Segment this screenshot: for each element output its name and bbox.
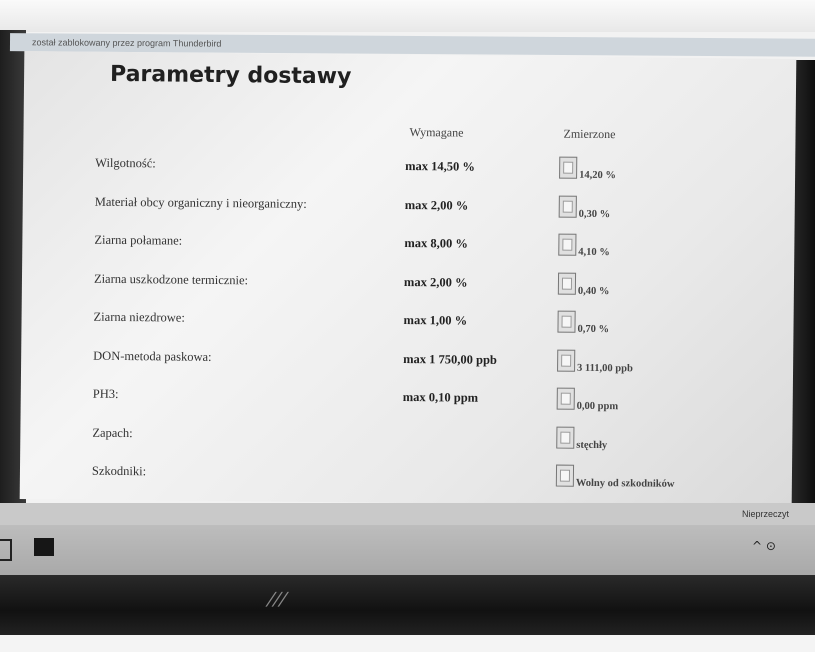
table-row <box>20 457 792 499</box>
status-unread-text[interactable]: Nieprzeczyt <box>742 509 790 519</box>
table-row <box>23 187 795 229</box>
column-header-measured: Zmierzone <box>563 126 616 142</box>
table-row <box>20 418 792 460</box>
page-title: Parametry dostawy <box>109 61 352 90</box>
measured-value: 0,40 % <box>577 285 610 297</box>
file-icon[interactable] <box>559 157 577 179</box>
parameter-label: Ziarna niezdrowe: <box>93 309 185 325</box>
table-row <box>21 303 793 345</box>
table-row <box>22 264 794 306</box>
measured-value: 0,00 ppm <box>576 400 619 413</box>
parameter-label: Ziarna połamane: <box>94 232 183 248</box>
table-row <box>21 380 793 422</box>
photo-border-bottom <box>0 635 815 652</box>
file-icon[interactable] <box>556 426 574 448</box>
parameter-label: Materiał obcy organiczny i nieorganiczny: <box>94 194 307 211</box>
measured-cell <box>557 347 633 372</box>
taskbar <box>0 525 815 575</box>
file-icon[interactable] <box>557 388 575 410</box>
system-tray[interactable]: ^ ⊙ <box>752 539 776 553</box>
measured-cell <box>559 193 611 218</box>
measured-cell <box>557 309 609 334</box>
required-value: max 14,50 % <box>405 158 476 174</box>
measured-value: 3 111,00 ppb <box>577 362 633 374</box>
required-value: max 1,00 % <box>403 312 468 328</box>
required-value: max 1 750,00 ppb <box>403 351 498 367</box>
parameter-label: Szkodniki: <box>91 463 147 479</box>
measured-cell <box>556 463 675 488</box>
measured-cell <box>556 424 607 449</box>
column-header-required: Wymagane <box>409 125 464 140</box>
measured-cell <box>558 232 610 257</box>
measured-value: Wolny od szkodników <box>575 477 675 490</box>
monitor-logo-icon: /// <box>264 589 291 610</box>
file-icon[interactable] <box>558 234 576 256</box>
table-row <box>21 341 793 383</box>
photo-border-top <box>0 0 815 32</box>
parameter-label: DON-metoda paskowa: <box>93 348 212 364</box>
file-icon[interactable] <box>557 311 575 333</box>
table-row <box>23 149 795 191</box>
measured-value: 0,70 % <box>577 323 610 336</box>
monitor-bottom-bezel <box>0 575 815 635</box>
measured-value: 0,30 % <box>578 208 611 220</box>
file-icon[interactable] <box>559 195 577 217</box>
parameter-label: PH3: <box>92 386 119 401</box>
required-value: max 2,00 % <box>403 274 468 290</box>
status-strip <box>0 503 815 525</box>
parameter-label: Zapach: <box>92 425 133 440</box>
measured-cell <box>558 270 610 295</box>
measured-value: 14,20 % <box>579 169 616 182</box>
notice-bar-text: został zablokowany przez program Thunderbird <box>31 37 222 49</box>
measured-cell <box>559 155 616 180</box>
measured-cell <box>557 386 619 411</box>
taskbar-window-icon[interactable] <box>0 539 12 561</box>
file-icon[interactable] <box>557 349 575 371</box>
file-icon[interactable] <box>556 465 574 487</box>
required-value: max 0,10 ppm <box>402 389 479 405</box>
measured-value: stęchły <box>576 439 608 451</box>
parameter-label: Ziarna uszkodzone termicznie: <box>93 271 249 287</box>
measured-value: 4,10 % <box>578 246 610 259</box>
delivery-parameters-page <box>20 51 797 507</box>
parameter-label: Wilgotność: <box>95 155 156 171</box>
table-row <box>22 226 794 268</box>
required-value: max 8,00 % <box>404 235 468 251</box>
required-value: max 2,00 % <box>404 197 469 213</box>
taskbar-app-icon[interactable] <box>34 538 54 556</box>
file-icon[interactable] <box>558 272 576 294</box>
